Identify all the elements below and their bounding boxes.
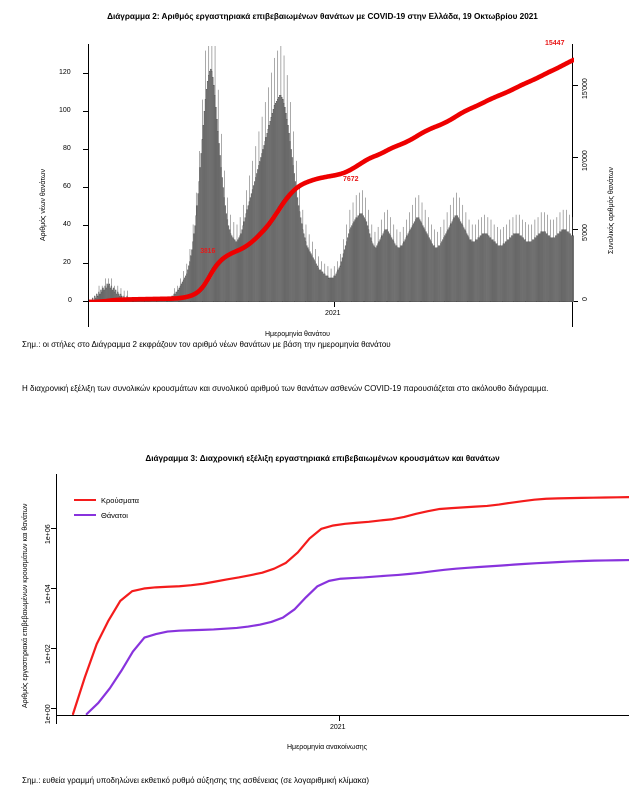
chart-2-right-tick-label: 10'000 (582, 150, 589, 171)
legend-item-cases (74, 494, 139, 506)
chart-3-ylabel: Αριθμός εργαστηριακά επιβεβαιωμένων κρουσμάτων και θανάτων (22, 503, 29, 708)
chart-3-plot (0, 468, 643, 768)
chart-2-x-tick-label: 2021 (325, 310, 341, 317)
chart-2-note: Σημ.: οι στήλες στο Διάγραμμα 2 εκφράζουν τον αριθμό νέων θανάτων με βάση την ημερομηνία θανάτου (22, 340, 391, 349)
chart-2-left-tick (83, 73, 88, 74)
chart-3-y-tick-label: 1e+06 (45, 524, 52, 544)
chart-2-left-tick (83, 225, 88, 226)
chart-3-note: Σημ.: ευθεία γραμμή υποδηλώνει εκθετικό ρυθμό αύξησης της ασθένειας (σε λογαριθμική κλίμακα) (22, 776, 369, 785)
chart-2-left-tick-label: 40 (63, 221, 71, 228)
chart-2-left-tick-label: 80 (63, 145, 71, 152)
chart-3-x-tick-label: 2021 (330, 724, 346, 731)
chart-2-xlabel: Ημερομηνία θανάτου (265, 331, 330, 338)
chart-2-left-tick (83, 149, 88, 150)
chart-3-series-area (57, 474, 629, 716)
chart-2-left-tick (83, 111, 88, 112)
legend-label-cases: Κρούσματα (101, 495, 140, 505)
chart-2-left-tick-label: 60 (63, 183, 71, 190)
chart-2-left-tick (83, 187, 88, 188)
chart-3-xlabel: Ημερομηνία ανακοίνωσης (287, 744, 368, 751)
chart-2-annotation-mid2: 7672 (343, 176, 359, 183)
chart-2-annotation-final: 15447 (545, 40, 565, 47)
chart-2-annotation-mid1: 3816 (200, 248, 216, 255)
chart-3-y-tick-label: 1e+02 (45, 644, 52, 664)
chart-2-left-tick (83, 301, 88, 302)
legend-swatch-deaths (74, 514, 96, 516)
chart-2-title: Διάγραμμα 2: Αριθμός εργαστηριακά επιβεβαιωμένων θανάτων με COVID-19 στην Ελλάδα, 19 Οκτωβρίου 2021 (107, 12, 538, 21)
legend-swatch-cases (74, 499, 96, 501)
chart-2-left-tick-label: 20 (63, 259, 71, 266)
chart-3-y-tick-label: 1e+00 (45, 704, 52, 724)
chart-2-left-tick-label: 0 (68, 297, 72, 304)
chart-3-x-tick (339, 716, 340, 721)
chart-2-left-tick-label: 100 (59, 107, 71, 114)
chart-2-left-tick (83, 263, 88, 264)
chart-2-right-tick-label: 0 (582, 297, 589, 301)
legend-label-deaths: Θάνατοι (101, 510, 128, 520)
intro-paragraph: Η διαχρονική εξέλιξη των συνολικών κρουσμάτων και συνολικού αριθμού των θανάτων ασθενών COVID-19 παρουσιάζεται στο ακόλουθο διάγραμμα. (22, 384, 549, 393)
chart-3-legend (74, 494, 139, 524)
chart-2-left-tick-label: 120 (59, 69, 71, 76)
chart-2-right-tick-label: 15'000 (582, 78, 589, 99)
chart-3-title: Διάγραμμα 3: Διαχρονική εξέλιξη εργαστηριακά επιβεβαιωμένων κρουσμάτων και θανάτων (145, 454, 500, 463)
legend-item-deaths (74, 509, 139, 521)
chart-3-block (0, 450, 643, 795)
chart-2-ylabel-right: Συνολικός αριθμός θανάτων (608, 167, 615, 254)
chart-2-plot (0, 26, 643, 338)
chart-2-right-tick-label: 5'000 (582, 224, 589, 241)
chart-3-y-tick-label: 1e+04 (45, 584, 52, 604)
chart-2-x-tick (334, 302, 335, 307)
chart-2-block (0, 0, 643, 355)
chart-2-ylabel-left: Αριθμός νέων θανάτων (40, 169, 47, 241)
chart-2-series-area (89, 44, 574, 302)
